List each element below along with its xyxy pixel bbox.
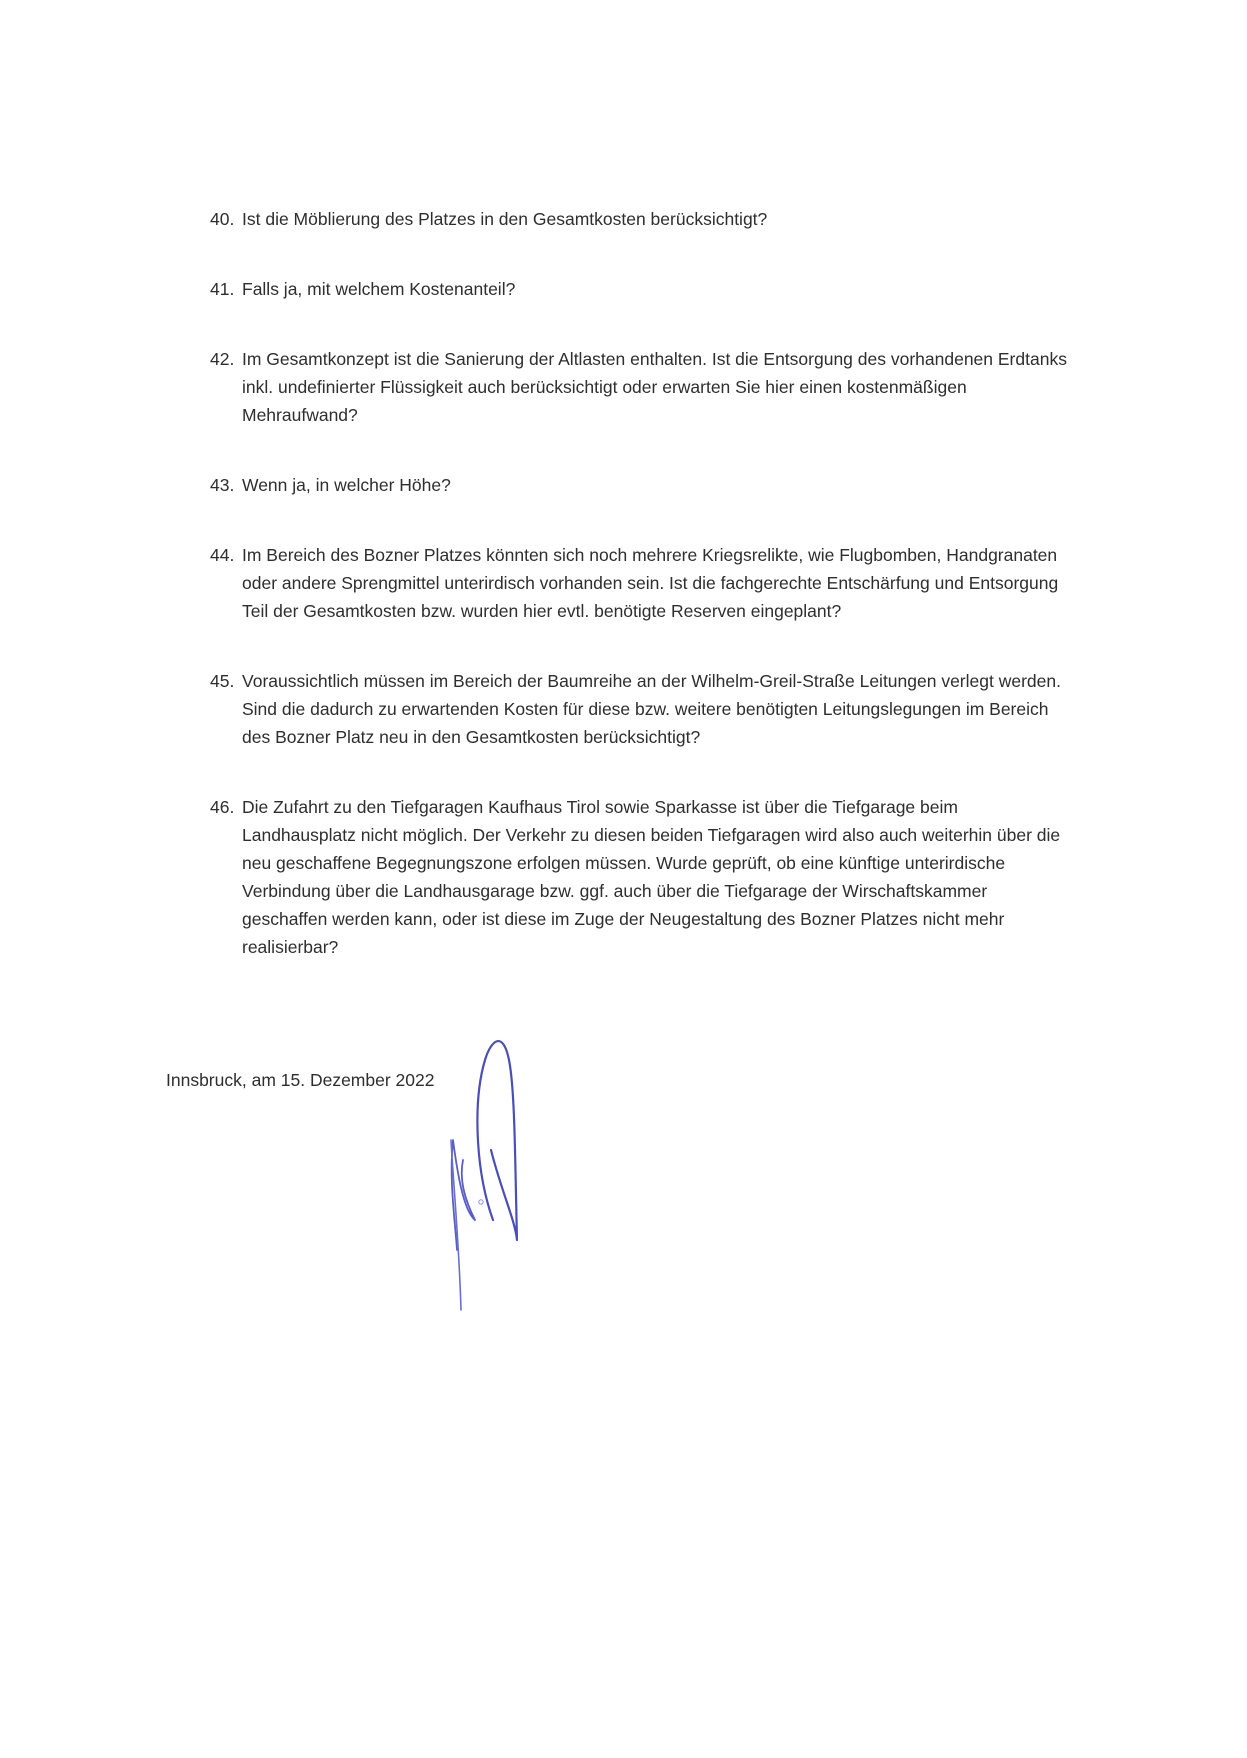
- question-text: Die Zufahrt zu den Tiefgaragen Kaufhaus Tirol sowie Sparkasse ist über die Tiefgarage beim Landhausplatz nicht möglich. Der Verkehr zu diesen beiden Tiefgaragen wird also auch weiterhin über die neu geschaffene Begegnungszone erfolgen müssen. Wurde geprüft, ob eine künftige unterirdische Verbindung über die Landhausgarage bzw. ggf. auch über die Tiefgarage der Wirschaftskammer geschaffen werden kann, oder ist diese im Zuge der Neugestaltung des Bozner Platzes nicht mehr realisierbar?: [242, 797, 1061, 957]
- handwritten-signature: [445, 1020, 545, 1320]
- signature-stroke: [477, 1041, 517, 1240]
- place-date: Innsbruck, am 15. Dezember 2022: [166, 1070, 435, 1090]
- question-item: [210, 471, 1070, 499]
- question-item: [210, 793, 1070, 961]
- question-number: 44.: [210, 545, 235, 565]
- question-number: 46.: [210, 797, 235, 817]
- question-number: 43.: [210, 475, 235, 495]
- question-number: 42.: [210, 349, 235, 369]
- question-text: Falls ja, mit welchem Kostenanteil?: [242, 279, 516, 299]
- question-item: [210, 275, 1070, 303]
- question-text: Im Gesamtkonzept ist die Sanierung der Altlasten enthalten. Ist die Entsorgung des vorhandenen Erdtanks inkl. undefinierter Flüssigkeit auch berücksichtigt oder erwarten Sie hier einen kostenmäßigen Mehraufwand?: [242, 349, 1067, 425]
- question-number: 45.: [210, 671, 235, 691]
- question-list: [210, 205, 1070, 1003]
- question-number: 40.: [210, 209, 235, 229]
- question-text: Wenn ja, in welcher Höhe?: [242, 475, 451, 495]
- question-text: Voraussichtlich müssen im Bereich der Baumreihe an der Wilhelm-Greil-Straße Leitungen verlegt werden. Sind die dadurch zu erwartenden Kosten für diese bzw. weitere benötigten Leitungslegungen im Bereich des Bozner Platz neu in den Gesamtkosten berücksichtigt?: [242, 671, 1061, 747]
- question-item: [210, 541, 1070, 625]
- question-item: [210, 667, 1070, 751]
- question-text: Im Bereich des Bozner Platzes könnten sich noch mehrere Kriegsrelikte, wie Flugbomben, Handgranaten oder andere Sprengmittel unterirdisch vorhanden sein. Ist die fachgerechte Entschärfung und Entsorgung Teil der Gesamtkosten bzw. wurden hier evtl. benötigte Reserven eingeplant?: [242, 545, 1059, 621]
- question-number: 41.: [210, 279, 235, 299]
- question-text: Ist die Möblierung des Platzes in den Gesamtkosten berücksichtigt?: [242, 209, 768, 229]
- question-item: [210, 205, 1070, 233]
- signature-dot: [479, 1200, 483, 1204]
- question-item: [210, 345, 1070, 429]
